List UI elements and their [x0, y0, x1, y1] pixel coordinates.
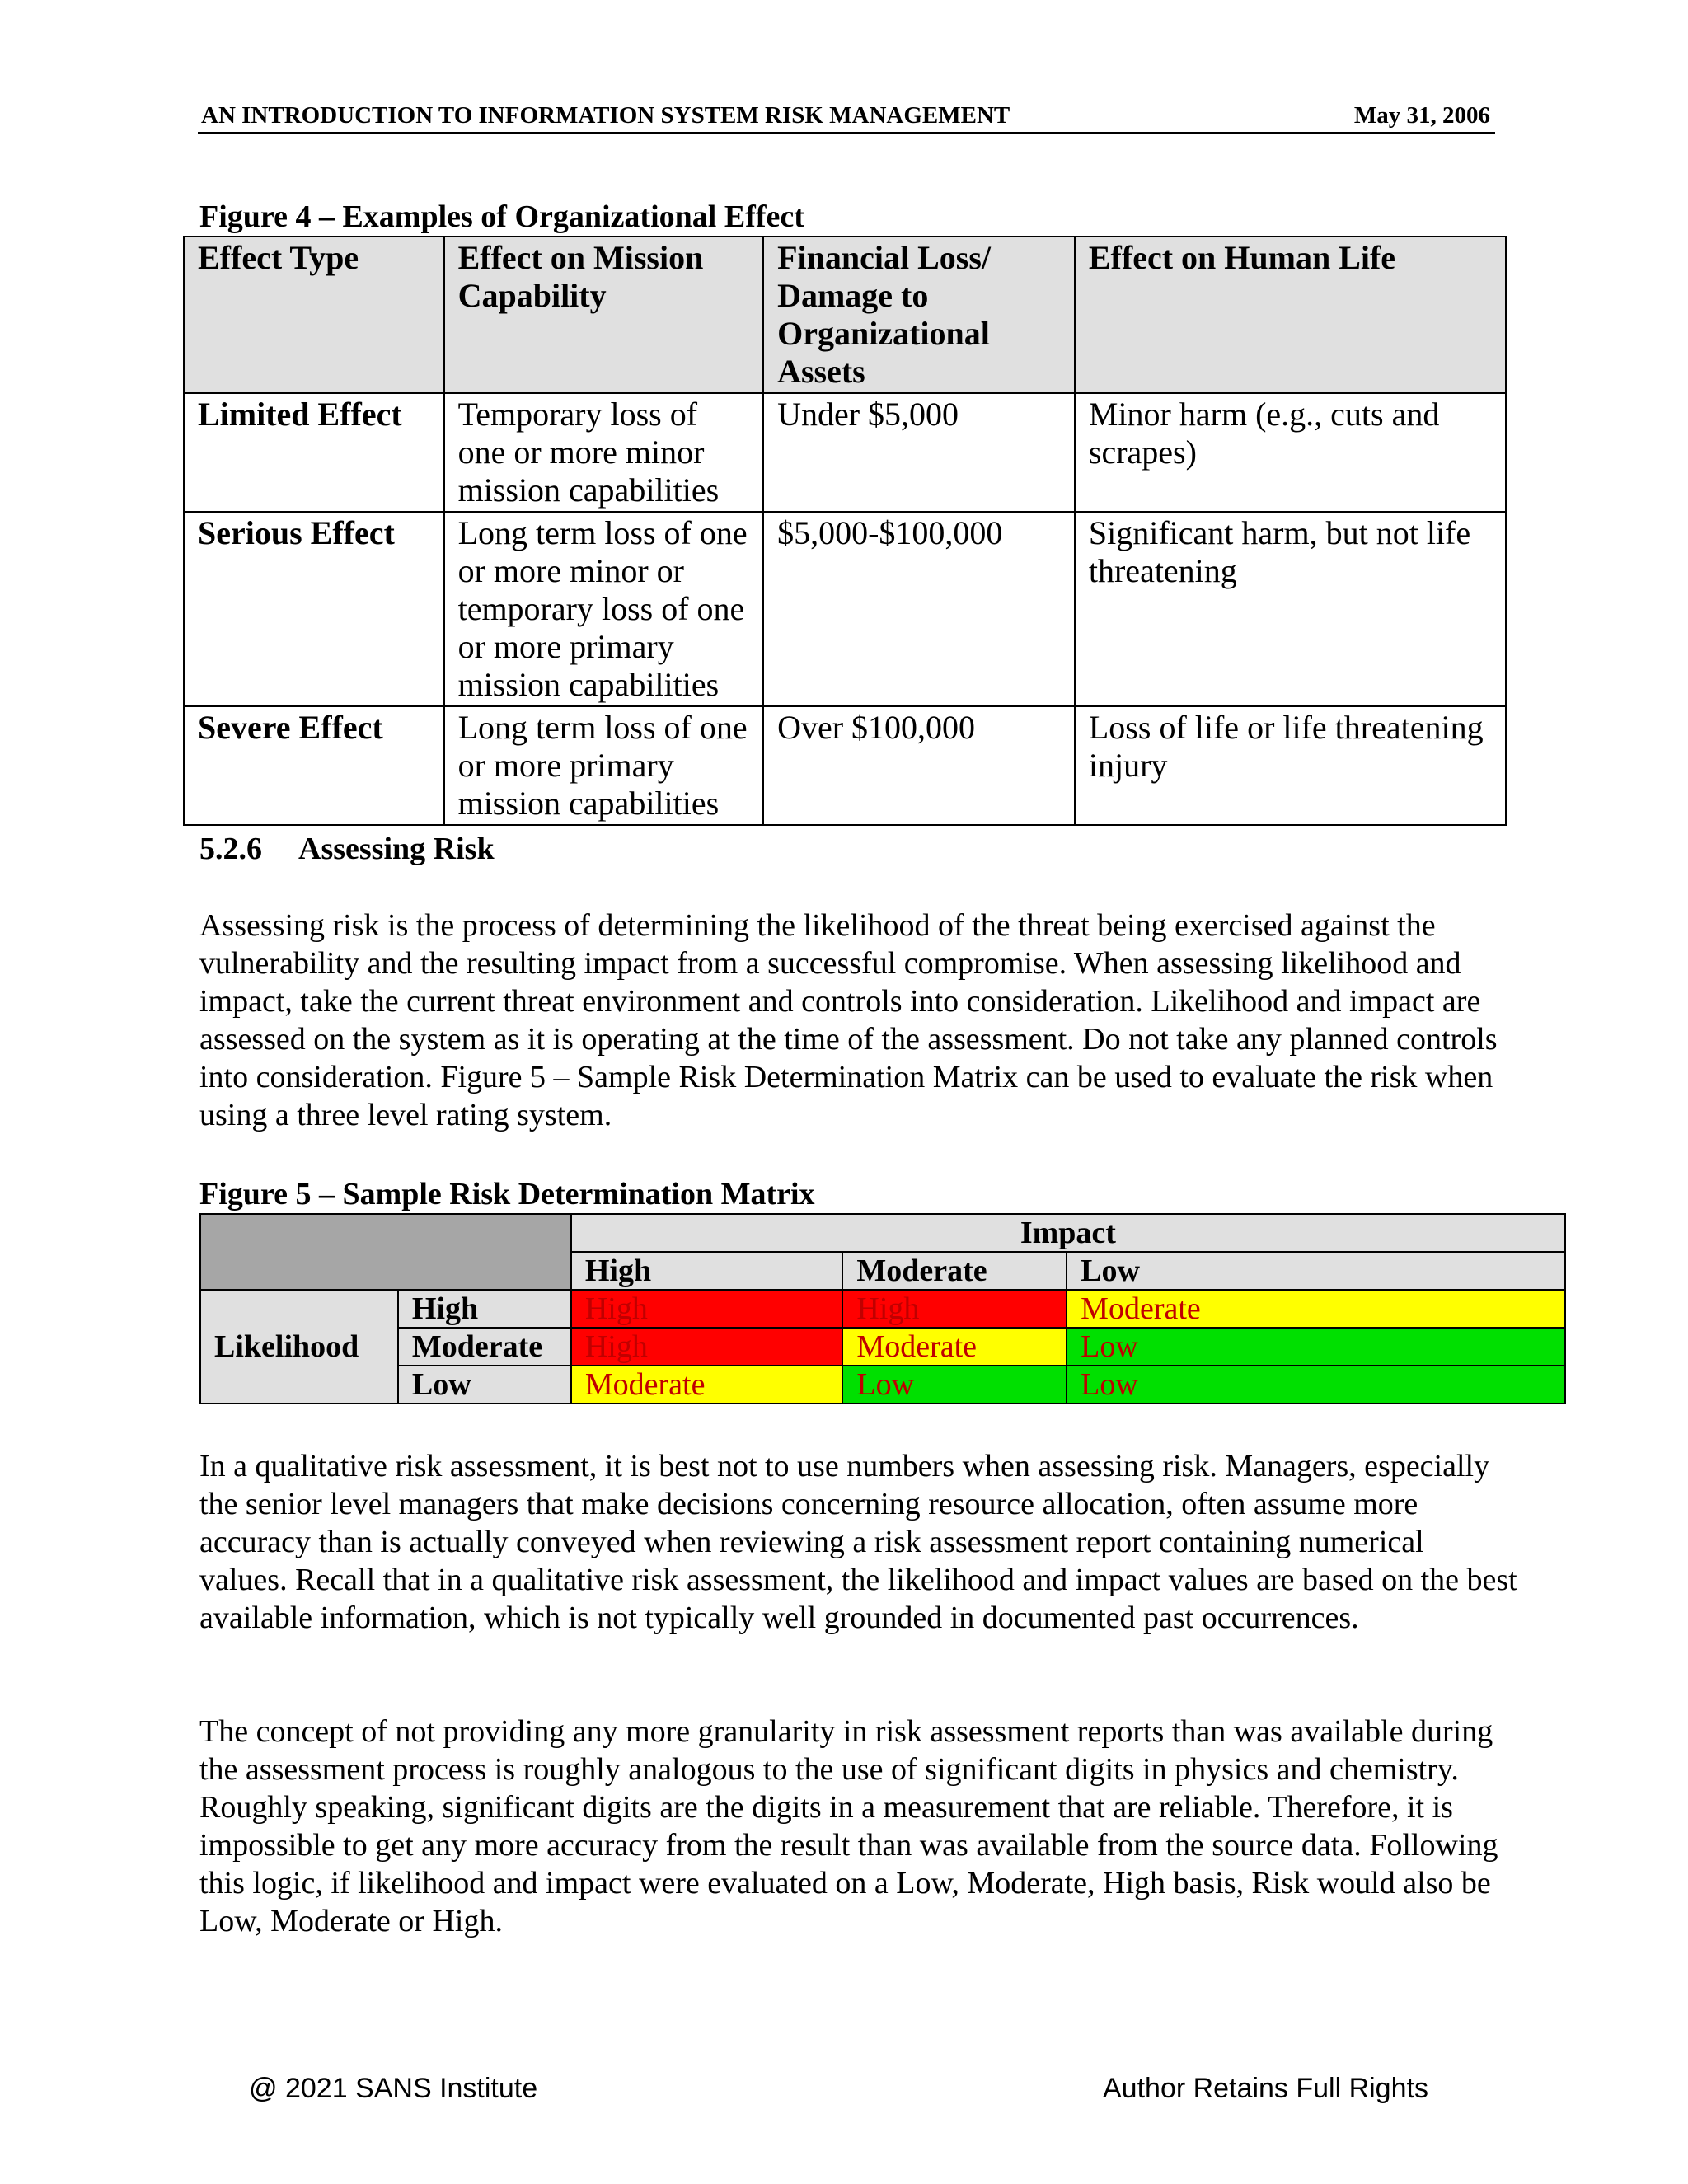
risk-cell: Low [1067, 1366, 1565, 1404]
column-header: Financial Loss/ Damage to Organizational Assets [763, 237, 1075, 393]
risk-cell: Low [842, 1366, 1067, 1404]
footer-copyright: @ 2021 SANS Institute [249, 2073, 538, 2104]
table-header-row [184, 237, 1506, 393]
table-row [184, 706, 1506, 825]
risk-cell: Moderate [1067, 1290, 1565, 1328]
section-number: 5.2.6 [199, 832, 262, 866]
mission-capability-cell: Temporary loss of one or more minor mission capabilities [444, 393, 764, 512]
likelihood-level-header: Low [398, 1366, 571, 1404]
column-header: Effect Type [184, 237, 444, 393]
risk-cell: Low [1067, 1328, 1565, 1366]
likelihood-label: Likelihood [200, 1290, 398, 1404]
financial-loss-cell: Under $5,000 [763, 393, 1075, 512]
page-header [198, 97, 1495, 134]
mission-capability-cell: Long term loss of one or more minor or temporary loss of one or more primary mission capabilities [444, 512, 764, 706]
risk-cell: Moderate [842, 1328, 1067, 1366]
impact-level-header: High [571, 1252, 843, 1290]
risk-cell: High [571, 1328, 843, 1366]
likelihood-level-header: Moderate [398, 1328, 571, 1366]
human-life-cell: Minor harm (e.g., cuts and scrapes) [1075, 393, 1506, 512]
human-life-cell: Loss of life or life threatening injury [1075, 706, 1506, 825]
column-header: Effect on Mission Capability [444, 237, 764, 393]
mission-capability-cell: Long term loss of one or more primary mission capabilities [444, 706, 764, 825]
body-paragraph: Assessing risk is the process of determining the likelihood of the threat being exercised against the vulnerability and the resulting impact from a successful compromise. When assessing likelihood and impact, take the current threat environment and controls into consideration. Likelihood and impact are assessed on the system as it is operating at the time of the assessment. Do not take any planned controls into consideration. Figure 5 – Sample Risk Determination Matrix can be used to evaluate the risk when using a three level rating system. [199, 908, 1498, 1132]
likelihood-level-header: High [398, 1290, 571, 1328]
matrix-impact-row [200, 1214, 1565, 1252]
matrix-row [200, 1328, 1565, 1366]
document-title: AN INTRODUCTION TO INFORMATION SYSTEM RISK MANAGEMENT [201, 102, 1010, 129]
impact-level-header: Moderate [842, 1252, 1067, 1290]
matrix-row [200, 1366, 1565, 1404]
effect-type-cell: Serious Effect [184, 512, 444, 706]
figure4-caption: Figure 4 – Examples of Organizational Effect [199, 199, 804, 234]
human-life-cell: Significant harm, but not life threatening [1075, 512, 1506, 706]
document-date: May 31, 2006 [1353, 102, 1490, 129]
body-paragraph: The concept of not providing any more granularity in risk assessment reports than was available during the assessment process is roughly analogous to the use of significant digits in physics and chemistry. Roughly speaking, significant digits are the digits in a measurement that are reliable. Therefore, it is impossible to get any more accuracy from the result than was available from the source data. Following this logic, if likelihood and impact were evaluated on a Low, Moderate, High basis, Risk would also be Low, Moderate or High. [199, 1714, 1498, 1938]
risk-cell: High [571, 1290, 843, 1328]
risk-cell: High [842, 1290, 1067, 1328]
figure5-caption: Figure 5 – Sample Risk Determination Matrix [199, 1177, 815, 1212]
column-header: Effect on Human Life [1075, 237, 1506, 393]
matrix-row [200, 1290, 1565, 1328]
organizational-effect-table [183, 236, 1507, 826]
financial-loss-cell: $5,000-$100,000 [763, 512, 1075, 706]
financial-loss-cell: Over $100,000 [763, 706, 1075, 825]
body-paragraph: In a qualitative risk assessment, it is best not to use numbers when assessing risk. Managers, especially the senior level managers that make decisions concerning resource allocation, often assume more accuracy than is actually conveyed when reviewing a risk assessment report containing numerical values. Recall that in a qualitative risk assessment, the likelihood and impact values are based on the best available information, which is not typically well grounded in documented past occurrences. [199, 1449, 1517, 1635]
risk-cell: Moderate [571, 1366, 843, 1404]
impact-level-header: Low [1067, 1252, 1565, 1290]
section-title: Assessing Risk [298, 832, 495, 866]
footer-rights: Author Retains Full Rights [1103, 2073, 1428, 2104]
table-row [184, 512, 1506, 706]
effect-type-cell: Severe Effect [184, 706, 444, 825]
section-heading [199, 831, 495, 867]
matrix-corner [200, 1214, 571, 1290]
impact-label: Impact [571, 1214, 1565, 1252]
risk-matrix-table [199, 1213, 1566, 1404]
table-row [184, 393, 1506, 512]
effect-type-cell: Limited Effect [184, 393, 444, 512]
